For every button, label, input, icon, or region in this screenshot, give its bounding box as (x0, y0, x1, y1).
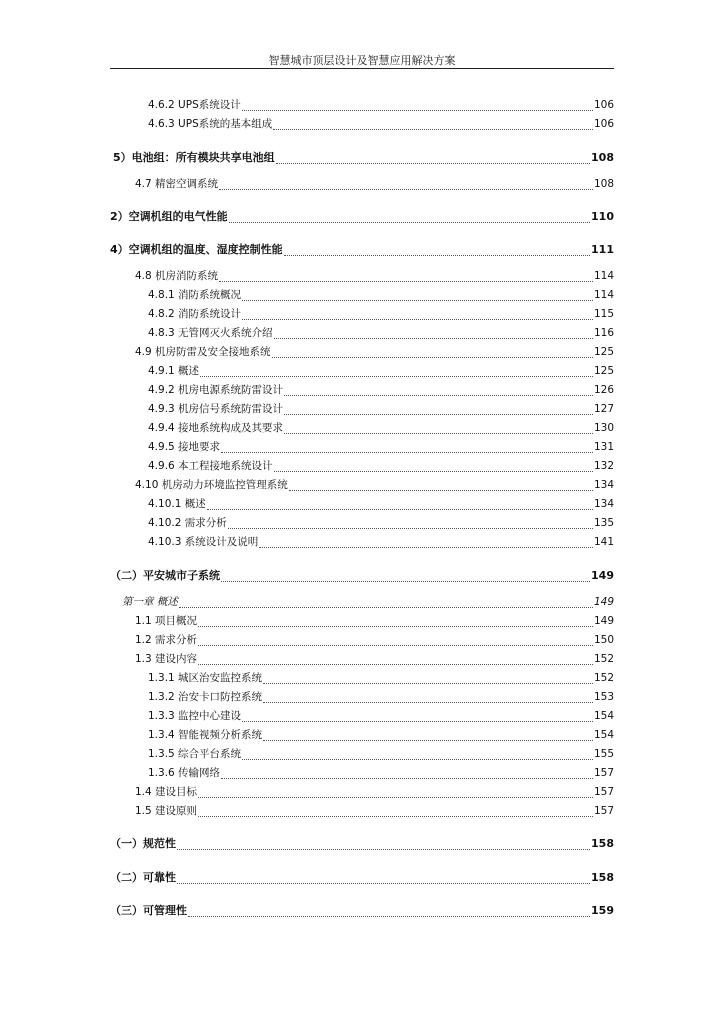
toc-leader (274, 460, 593, 472)
toc-entry[interactable] (148, 116, 614, 132)
toc-leader (263, 691, 593, 703)
toc-entry-title: 1.4 建设目标 (135, 786, 198, 798)
toc-leader (179, 596, 593, 608)
toc-leader (198, 653, 593, 665)
toc-entry[interactable] (148, 515, 614, 531)
toc-leader (198, 634, 593, 646)
toc-entry[interactable] (135, 651, 614, 667)
toc-entry[interactable] (148, 496, 614, 512)
toc-leader (242, 710, 593, 722)
toc-leader (198, 786, 593, 798)
toc-entry-page: 149 (591, 569, 614, 582)
toc-entry-title: 4.6.2 UPS系统设计 (148, 99, 241, 111)
toc-leader (263, 672, 593, 684)
toc-entry[interactable] (148, 401, 614, 417)
toc-leader (198, 615, 593, 627)
toc-leader (284, 403, 593, 415)
toc-leader (200, 365, 593, 377)
toc-entry-title: 4.8 机房消防系统 (135, 270, 219, 282)
toc-entry-title: 4.9.2 机房电源系统防雷设计 (148, 384, 284, 396)
toc-entry-title: 4.10 机房动力环境监控管理系统 (135, 479, 288, 491)
toc-entry-page: 154 (593, 710, 614, 722)
toc-entry-page: 130 (593, 422, 614, 434)
toc-entry-page: 141 (593, 536, 614, 548)
toc-entry-page: 106 (593, 118, 614, 130)
toc-entry-page: 108 (593, 178, 614, 190)
toc-entry-title: 4.9.6 本工程接地系统设计 (148, 460, 273, 472)
toc-entry-title: （二）可靠性 (110, 871, 176, 884)
toc-entry-title: 1.5 建设原则 (135, 805, 198, 817)
toc-entry-page: 149 (593, 596, 614, 608)
toc-entry[interactable] (148, 534, 614, 550)
toc-entry-page: 115 (593, 308, 614, 320)
toc-entry-title: 4.10.2 需求分析 (148, 517, 227, 529)
toc-entry-title: 4.8.3 无管网灭火系统介绍 (148, 327, 273, 339)
toc-leader (188, 905, 590, 917)
toc-leader (221, 570, 590, 582)
page-header: 智慧城市顶层设计及智慧应用解决方案 (268, 54, 456, 67)
toc-entry[interactable] (110, 903, 614, 919)
toc-leader (221, 767, 593, 779)
toc-leader (284, 244, 590, 256)
toc-entry-title: 4.9.1 概述 (148, 365, 200, 377)
toc-entry-page: 114 (593, 270, 614, 282)
toc-entry[interactable] (135, 268, 614, 284)
toc-leader (219, 178, 593, 190)
toc-entry-title: 4.9 机房防雷及安全接地系统 (135, 346, 271, 358)
toc-entry[interactable] (148, 420, 614, 436)
toc-leader (198, 805, 593, 817)
toc-entry-page: 134 (593, 479, 614, 491)
toc-leader (272, 346, 593, 358)
toc-entry[interactable] (110, 568, 614, 584)
toc-leader (219, 270, 593, 282)
toc-entry-page: 125 (593, 346, 614, 358)
toc-entry-title: 4.9.3 机房信号系统防雷设计 (148, 403, 284, 415)
toc-entry[interactable] (110, 870, 614, 886)
toc-entry-page: 110 (591, 210, 614, 223)
toc-leader (289, 479, 593, 491)
toc-entry-title: 4.9.5 接地要求 (148, 441, 221, 453)
toc-entry[interactable] (148, 97, 614, 113)
toc-entry-title: 4.9.4 接地系统构成及其要求 (148, 422, 284, 434)
toc-entry[interactable] (135, 176, 614, 192)
toc-entry-title: 1.3.5 综合平台系统 (148, 748, 242, 760)
toc-entry[interactable] (148, 287, 614, 303)
toc-entry-title: 1.3.1 城区治安监控系统 (148, 672, 263, 684)
toc-entry[interactable] (148, 746, 614, 762)
toc-entry-page: 158 (591, 871, 614, 884)
toc-entry-page: 159 (591, 904, 614, 917)
toc-entry-title: 2）空调机组的电气性能 (110, 210, 228, 223)
toc-entry-page: 106 (593, 99, 614, 111)
toc-entry-title: 4.10.1 概述 (148, 498, 206, 510)
toc-entry-page: 152 (593, 672, 614, 684)
toc-entry[interactable] (135, 803, 614, 819)
toc-entry-page: 114 (593, 289, 614, 301)
toc-entry-title: 4.7 精密空调系统 (135, 178, 219, 190)
toc-entry[interactable] (110, 209, 614, 225)
toc-entry-page: 152 (593, 653, 614, 665)
toc-entry-title: （二）平安城市子系统 (110, 569, 220, 582)
toc-entry[interactable] (148, 382, 614, 398)
toc-entry-page: 155 (593, 748, 614, 760)
toc-entry[interactable] (122, 594, 614, 610)
toc-entry-page: 116 (593, 327, 614, 339)
toc-entry-page: 157 (593, 786, 614, 798)
toc-entry-title: 1.1 项目概况 (135, 615, 198, 627)
toc-leader (259, 536, 593, 548)
toc-entry[interactable] (135, 344, 614, 360)
toc-leader (242, 748, 593, 760)
toc-entry-title: 1.3.2 治安卡口防控系统 (148, 691, 263, 703)
toc-entry-title: 1.3 建设内容 (135, 653, 198, 665)
toc-entry-title: 4.10.3 系统设计及说明 (148, 536, 259, 548)
toc-entry[interactable] (148, 689, 614, 705)
toc-entry[interactable] (110, 242, 614, 258)
toc-entry-page: 153 (593, 691, 614, 703)
toc-entry[interactable] (148, 727, 614, 743)
toc-entry[interactable] (135, 784, 614, 800)
toc-entry-title: 5）电池组：所有模块共享电池组 (113, 151, 275, 164)
toc-entry-title: 1.3.3 监控中心建设 (148, 710, 242, 722)
toc-entry-page: 158 (591, 837, 614, 850)
toc-entry[interactable] (135, 613, 614, 629)
toc-entry-title: 1.3.6 传输网络 (148, 767, 221, 779)
toc-entry-page: 111 (591, 243, 614, 256)
toc-leader (229, 211, 590, 223)
toc-leader (228, 517, 593, 529)
toc-leader (242, 99, 593, 111)
toc-entry[interactable] (135, 477, 614, 493)
toc-leader (274, 327, 593, 339)
toc-entry-page: 127 (593, 403, 614, 415)
toc-entry-page: 132 (593, 460, 614, 472)
toc-leader (273, 118, 593, 130)
toc-entry-page: 125 (593, 365, 614, 377)
toc-entry-title: 第一章 概述 (122, 596, 178, 608)
toc-entry-title: （一）规范性 (110, 837, 176, 850)
toc-entry-title: 4.8.1 消防系统概况 (148, 289, 242, 301)
toc-entry[interactable] (148, 458, 614, 474)
toc-entry[interactable] (148, 670, 614, 686)
toc-entry-page: 126 (593, 384, 614, 396)
toc-entry-page: 157 (593, 767, 614, 779)
toc-leader (177, 872, 590, 884)
toc-leader (207, 498, 593, 510)
toc-entry-page: 131 (593, 441, 614, 453)
toc-leader (242, 289, 593, 301)
toc-leader (276, 152, 590, 164)
toc-leader (263, 729, 593, 741)
toc-entry-page: 134 (593, 498, 614, 510)
toc-leader (221, 441, 593, 453)
toc-entry-title: 1.2 需求分析 (135, 634, 198, 646)
toc-entry[interactable] (148, 306, 614, 322)
toc-leader (284, 422, 593, 434)
toc-leader (284, 384, 593, 396)
toc-entry[interactable] (148, 363, 614, 379)
toc-entry-title: 1.3.4 智能视频分析系统 (148, 729, 263, 741)
toc-entry-title: 4）空调机组的温度、湿度控制性能 (110, 243, 283, 256)
toc-leader (242, 308, 593, 320)
toc-entry-title: 4.8.2 消防系统设计 (148, 308, 242, 320)
toc-entry[interactable] (113, 150, 614, 166)
toc-entry[interactable] (148, 765, 614, 781)
toc-entry[interactable] (148, 439, 614, 455)
toc-entry-page: 135 (593, 517, 614, 529)
toc-entry-title: 4.6.3 UPS系统的基本组成 (148, 118, 273, 130)
toc-entry-page: 149 (593, 615, 614, 627)
toc-leader (177, 838, 590, 850)
toc-entry-title: （三）可管理性 (110, 904, 187, 917)
toc-entry[interactable] (148, 708, 614, 724)
toc-entry-page: 157 (593, 805, 614, 817)
toc-entry-page: 150 (593, 634, 614, 646)
toc-entry[interactable] (148, 325, 614, 341)
toc-entry[interactable] (110, 836, 614, 852)
toc-entry[interactable] (135, 632, 614, 648)
toc-entry-page: 154 (593, 729, 614, 741)
toc-entry-page: 108 (591, 151, 614, 164)
